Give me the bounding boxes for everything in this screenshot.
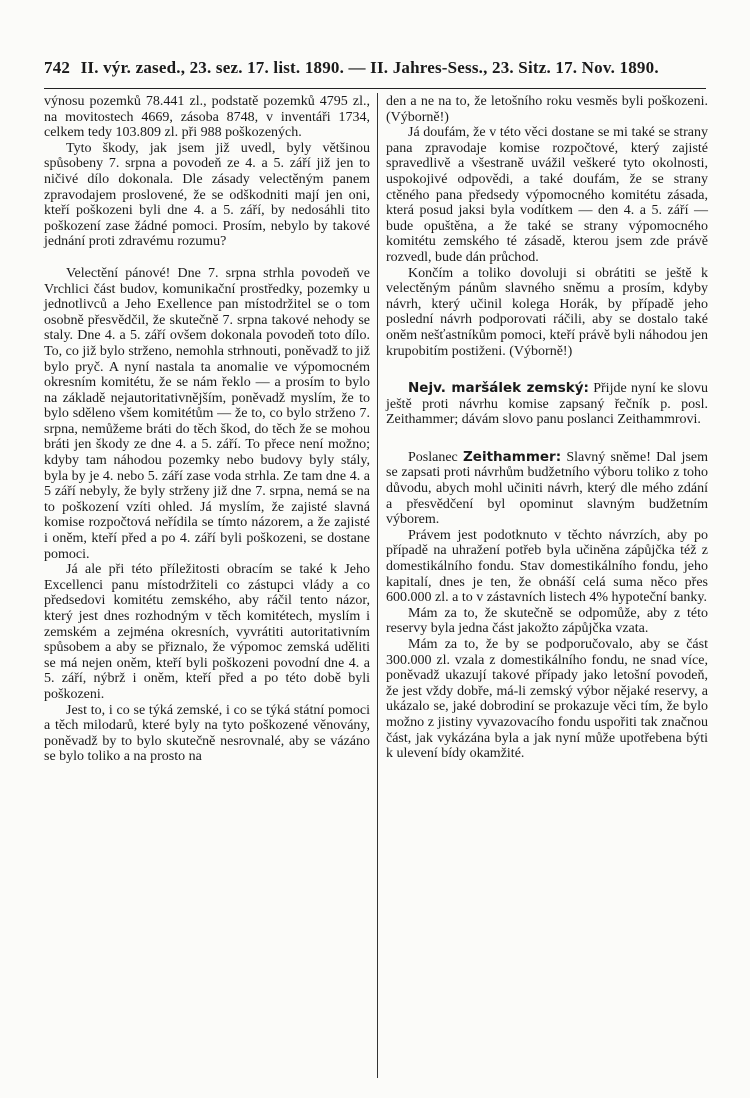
right-column [386, 94, 708, 762]
speech-text: Přijde nyní ke slovu ještě proti návrhu komise zapsaný řečník p. posl. Zeithammer; dávám slovo panu poslanci Zeithammrovi. [386, 381, 708, 428]
speaker-name: Zeithammer: [463, 448, 562, 465]
paragraph: Já ale při této příležitosti obracím se také k Jeho Excellenci panu místodržiteli co zástupci vlády a co předsedovi komitétu zemského, aby ráčil tento názor, který jest dnes rozhodným v těch komitétech, myslím i zemském a zejména okresních, vyvrátiti autoritativním spůsobem a aby se přiznalo, že výpomoc zemská uděliti se má nejen oněm, kteří byli poškozeni povodní dne 4. a 5. září, nýbrž i oněm, kteří před a po této době byli poškozeni. [44, 562, 370, 702]
paragraph: Mám za to, že skutečně se odpomůže, aby z této reservy byla jedna část jakožto zápůjčka vzata. [386, 605, 708, 637]
header-title: II. výr. zased., 23. sez. 17. list. 1890. — II. Jahres-Sess., 23. Sitz. 17. Nov. 1890. [80, 58, 659, 77]
running-header [44, 58, 704, 80]
column-divider [377, 93, 378, 1078]
header-rule [44, 88, 706, 89]
paragraph: Tyto škody, jak jsem již uvedl, byly většinou spůsobeny 7. srpna a povodeň ze 4. a 5. září již jen to ničivé dílo dokonala. Dle zásady velectěným panem zpravodajem proslovené, že se odškodniti mají jen oni, kteří poškozeni byli dne 4. a 5. září, by nedosáhli tito poškození zase žádné pomoci. Prosím, nebylo by takové jednání proti zdravému rozumu? [44, 140, 370, 250]
speech-paragraph [386, 381, 708, 428]
speech-text: Slavný sněme! Dal jsem se zapsati proti návrhům budžetního výboru toliko z toho důvodu, abych mohl učiniti návrh, který dle mého zdání a přesvědčení byl opominut slavným budžetním výborem. [386, 449, 708, 528]
speaker-name: Nejv. maršálek zemský: [408, 380, 589, 397]
speech-paragraph [386, 450, 708, 528]
paragraph: Velectění pánové! Dne 7. srpna strhla povodeň ve Vrchlici část budov, komunikační prostředky, pozemky u jednotlivců a Jeho Exellence pan místodržitel se o tom osobně přesvědčil, že skutečně 7. srpna takové nehody se staly. Dne 4. a 5. září ovšem dokonala povodeň toto dílo. To, co již bylo strženo, nemohla strhnouti, poněvadž to již bylo pryč. A nyní nastala ta anomalie ve výpomocném okresním komitétu, že se nám řeklo — a prosím to bylo na základě nejautoritativnějším, poněvadž myslím, že to bylo sděleno všem komitétům — že to, co bylo strženo 7. srpna, nemůžeme bráti do těch škod, do těch že se mohou bráti jen škody ze dne 4. a 5. září. To přece není možno; kdyby tam náhodou pozemky nebo budovy byly stály, byla by je 4. nebo 5. září zase voda strhla. Ze tam dne 4. a 5 září nebyly, že byly strženy již dne 7. srpna, nemá se na to poškození vzíti ohled. Já myslím, že zajisté slavná komise rozpočtová neřídila se tímto názorem, a že zajisté i oněm, kteří před a po 4. září byli poškozeni, se dostane pomoci. [44, 265, 370, 562]
page-number: 742 [44, 58, 71, 77]
paragraph: Jest to, i co se týká zemské, i co se týká státní pomoci a těch milodarů, které byly na tyto poškozené věnovány, poněvadž by to bylo skutečně nesrovnalé, aby se vázáno se bylo toliko a na prosto na [44, 702, 370, 765]
paragraph: Mám za to, že by se podporučovalo, aby se část 300.000 zl. vzala z domestikálního fondu, ne snad více, poněvadž ukazují takové případy jako letošní povodeň, že jest vždy dobře, má-li zemský výbor nějaké reservy, a ukázalo se, jaké dobrodiní se prokazuje věci tím, že bylo možno z jistiny vyvazovacího fondu uspořiti tak značnou část, jak vykázána byla a jak nyní může upotřebena býti k ulevení bídy okamžité. [386, 637, 708, 762]
left-column [44, 94, 370, 765]
paragraph: den a ne na to, že letošního roku vesměs byli poškozeni. (Výborně!) [386, 94, 708, 125]
paragraph: Já doufám, že v této věci dostane se mi také se strany pana zpravodaje komise rozpočtové, který zajisté spravedlivě a všestraně uvážil veškeré tyto okolnosti, uspokojivé odpovědi, a také doufám, že se strany ctěného pana předsedy výpomocného komitétu zásada, která posud jaksi byla vodítkem — den 4. a 5. září — bude opuštěna, a že také se strany výpomocného komitétu zemského té zásadě, kterou jsem zde právě rozvedl, bude dán průchod. [386, 125, 708, 265]
speaker-prefix: Poslanec [408, 449, 463, 465]
paragraph: Právem jest podotknuto v těchto návrzích, aby po případě na uhražení potřeb byla učiněna zápůjčka též z domestikálního fondu. Stav domestikálního fondu, jeho kapitalí, dnes je ten, že obnáší celá suma něco přes 600.000 zl. a to v zástavních listech 4% hypoteční banky. [386, 527, 708, 606]
paragraph: výnosu pozemků 78.441 zl., podstatě pozemků 4795 zl., na movitostech 4669, zásoba 8748, v inventáři 1734, celkem tedy 103.809 zl. při 988 poškozených. [44, 94, 370, 141]
paragraph: Končím a toliko dovoluji si obrátiti se ještě k velectěným pánům slavného sněmu a prosím, kdyby návrh, který učinil kolega Horák, by případě jeho poslední návrh podporovati ráčili, aby se dostalo také oněm nešťastníkům pomoci, kteří právě byli náhodou jen krupobitím postiženi. (Výborně!) [386, 265, 708, 359]
